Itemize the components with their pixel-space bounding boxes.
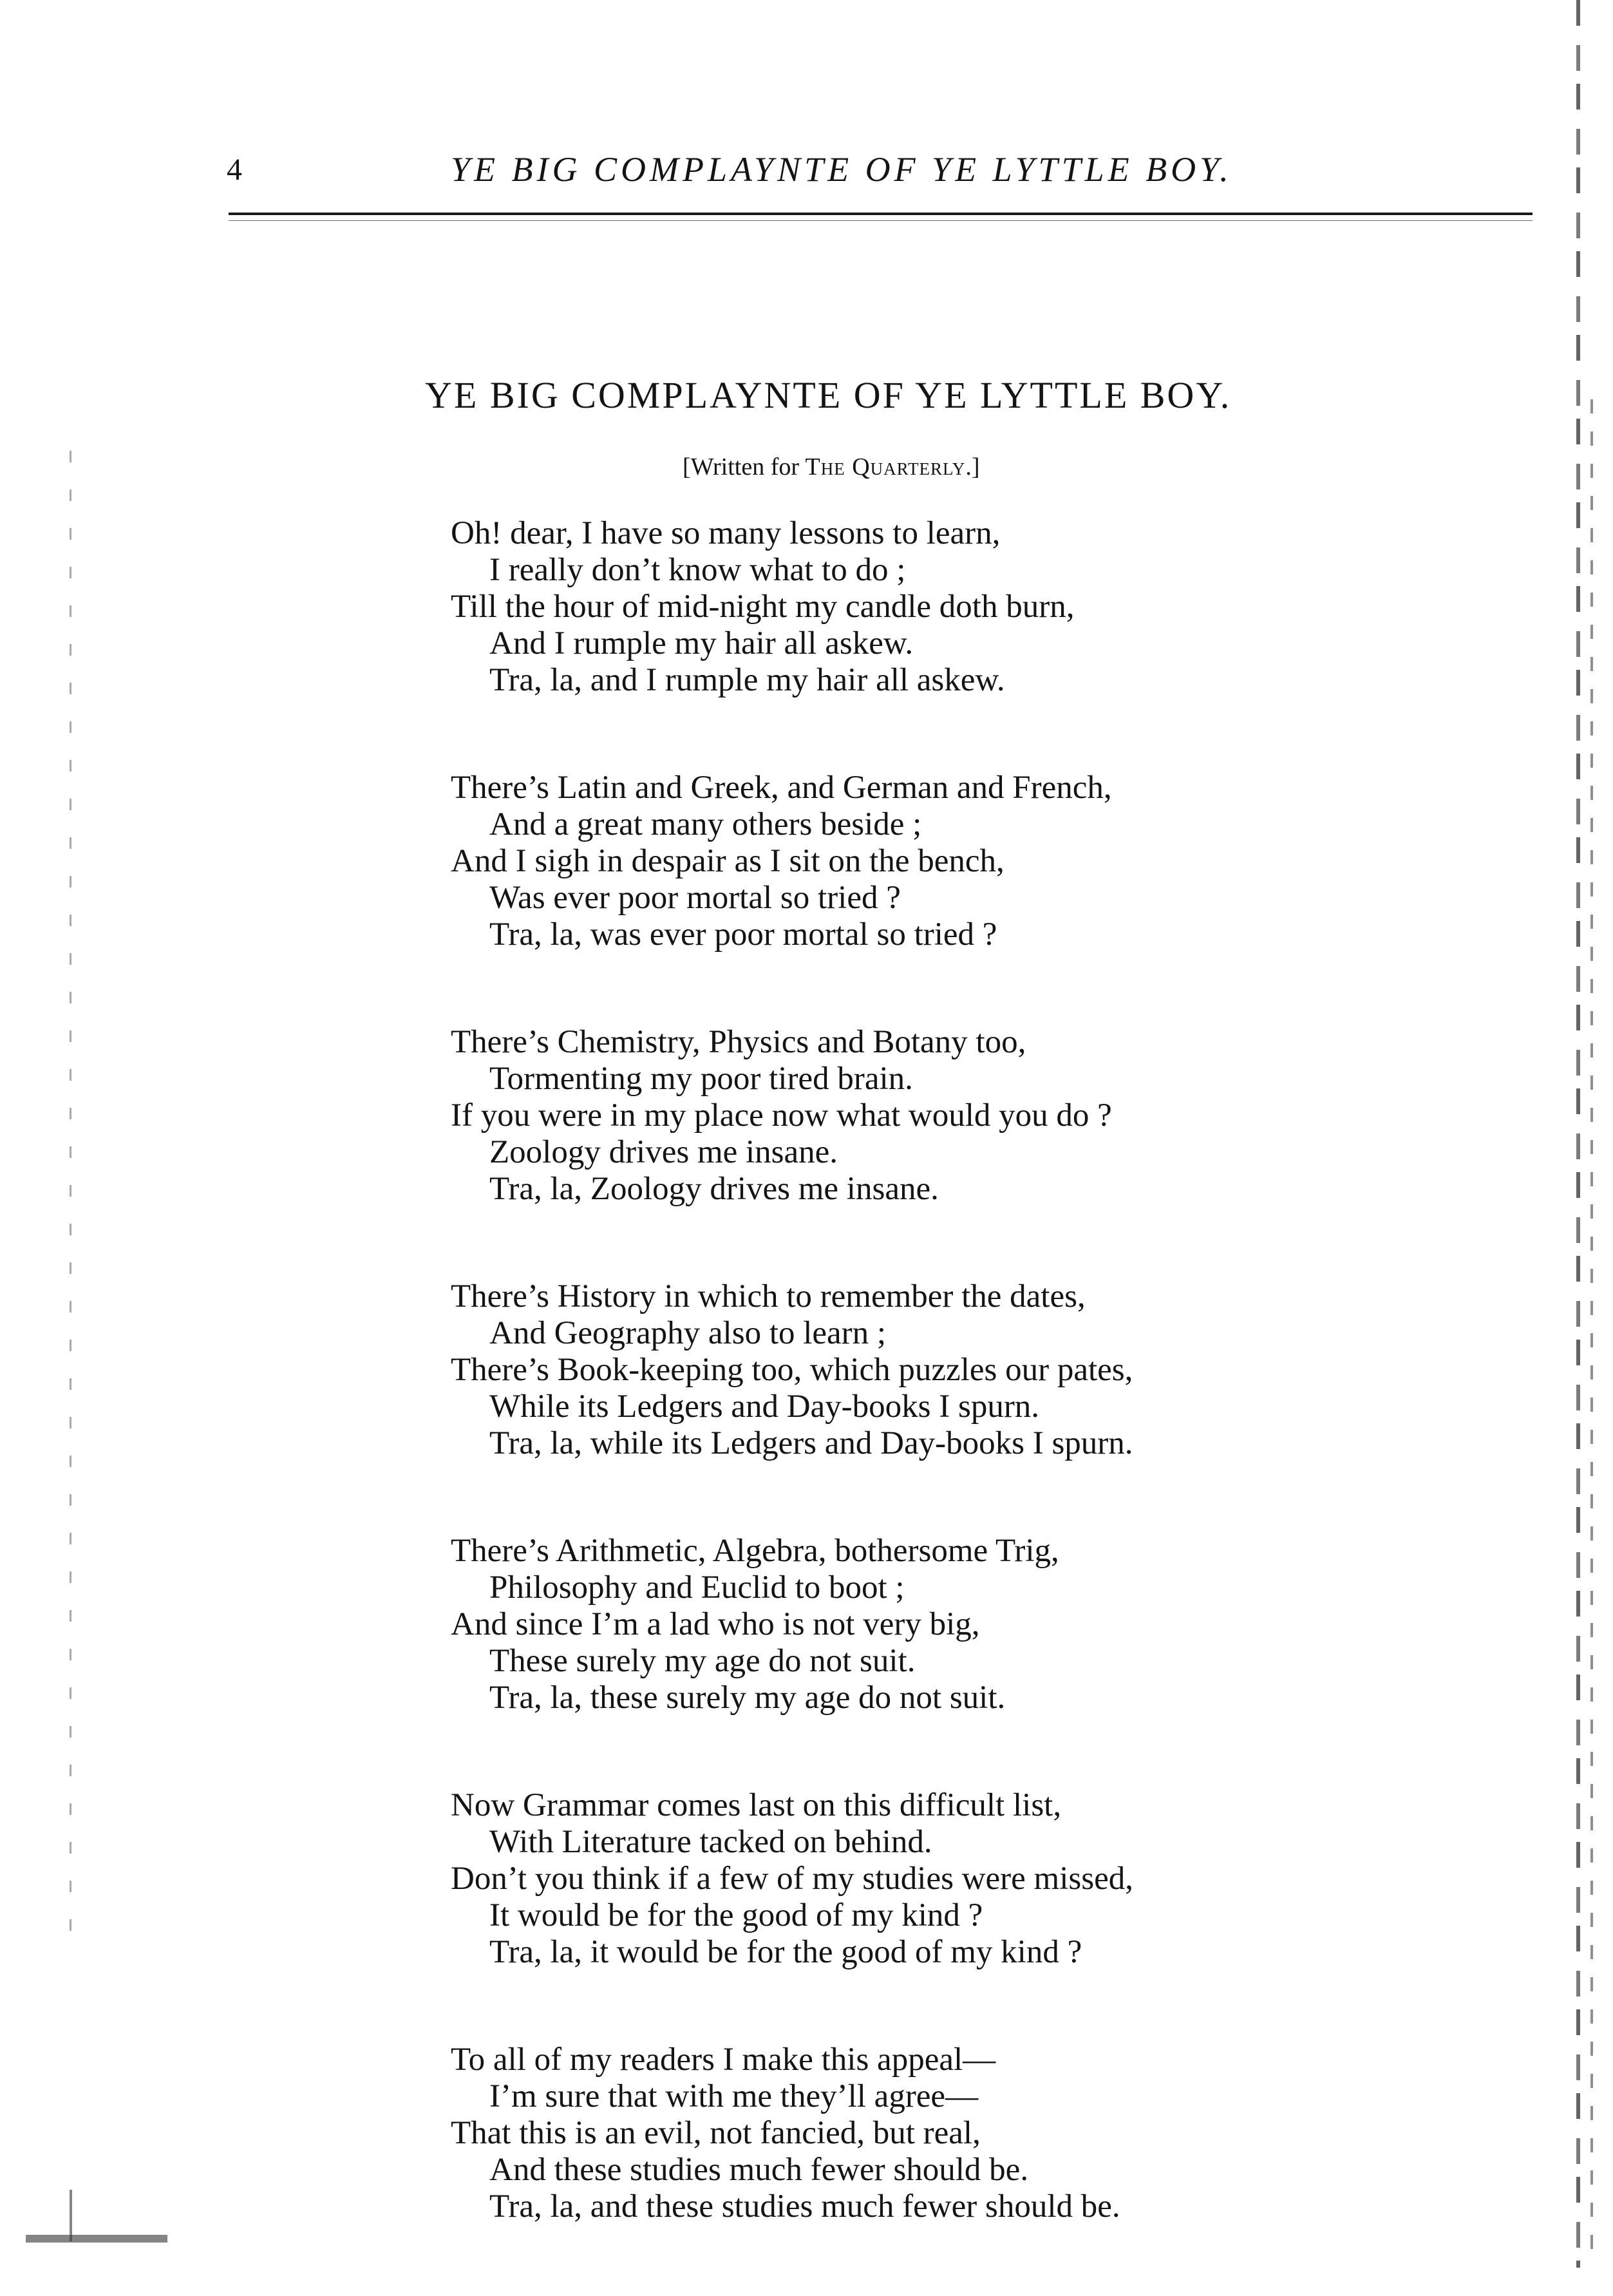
poem-line: There’s Latin and Greek, and German and French,: [451, 770, 1112, 806]
poem-line: With Literature tacked on behind.: [489, 1824, 932, 1860]
poem-line: That this is an evil, not fancied, but real,: [451, 2115, 981, 2151]
poem-line: And since I’m a lad who is not very big,: [451, 1606, 980, 1642]
poem-line: And Geography also to learn ;: [489, 1315, 887, 1351]
header-rule: [229, 213, 1533, 215]
subtitle-suffix: .]: [965, 453, 980, 480]
poem-line: Philosophy and Euclid to boot ;: [489, 1570, 905, 1606]
poem-line: While its Ledgers and Day-books I spurn.: [489, 1389, 1040, 1425]
stanza-2: [451, 770, 1352, 953]
subtitle-prefix: [Written for: [683, 453, 806, 480]
subtitle-source: The Quarterly: [805, 453, 966, 480]
poem-line: And a great many others beside ;: [489, 806, 922, 842]
poem-refrain: Tra, la, and these studies much fewer should be.: [489, 2188, 1120, 2225]
poem-subtitle: [683, 451, 1133, 483]
scan-corner-post: [70, 2190, 72, 2241]
poem-line: There’s History in which to remember the dates,: [451, 1278, 1086, 1314]
stanza-6: [451, 1787, 1352, 1971]
scan-edge-left: [70, 451, 71, 1932]
poem-title: YE BIG COMPLAYNTE OF YE LYTTLE BOY.: [425, 374, 1232, 416]
poem-line: Till the hour of mid-night my candle doth burn,: [451, 589, 1075, 625]
poem-refrain: Tra, la, Zoology drives me insane.: [489, 1171, 939, 1207]
poem-refrain: Tra, la, and I rumple my hair all askew.: [489, 662, 1005, 698]
poem-line: And these studies much fewer should be.: [489, 2152, 1029, 2188]
poem-line: To all of my readers I make this appeal—: [451, 2042, 996, 2078]
page-number: 4: [227, 153, 242, 187]
poem-line: I’m sure that with me they’ll agree—: [489, 2078, 979, 2114]
scan-corner-mark: [26, 2235, 167, 2243]
scan-edge-right: [1576, 0, 1580, 2268]
poem-refrain: Tra, la, while its Ledgers and Day-books I spurn.: [489, 1425, 1133, 1461]
poem-line: Zoology drives me insane.: [489, 1134, 838, 1170]
header-rule-thin: [229, 220, 1533, 221]
poem-line: Don’t you think if a few of my studies were missed,: [451, 1861, 1133, 1897]
poem-refrain: Tra, la, it would be for the good of my kind ?: [489, 1934, 1082, 1970]
poem-line: There’s Book-keeping too, which puzzles our pates,: [451, 1352, 1133, 1388]
stanza-5: [451, 1533, 1352, 1716]
poem-line: I really don’t know what to do ;: [489, 552, 906, 588]
poem-line: It would be for the good of my kind ?: [489, 1897, 983, 1933]
stanza-1: [451, 515, 1352, 699]
poem-line: Oh! dear, I have so many lessons to learn,: [451, 515, 1001, 551]
poem-line: These surely my age do not suit.: [489, 1643, 916, 1679]
running-head: YE BIG COMPLAYNTE OF YE LYTTLE BOY.: [451, 150, 1232, 189]
poem-line: Tormenting my poor tired brain.: [489, 1061, 913, 1097]
poem-line: And I rumple my hair all askew.: [489, 625, 914, 661]
scan-edge-right-inner: [1590, 399, 1593, 2254]
poem-line: If you were in my place now what would you do ?: [451, 1097, 1112, 1134]
poem-refrain: Tra, la, was ever poor mortal so tried ?: [489, 916, 997, 953]
poem-line: There’s Chemistry, Physics and Botany too,: [451, 1024, 1026, 1060]
poem-line: Was ever poor mortal so tried ?: [489, 880, 901, 916]
poem-body: [451, 515, 1352, 2296]
poem-refrain: Tra, la, these surely my age do not suit.: [489, 1680, 1006, 1716]
poem-line: Now Grammar comes last on this difficult list,: [451, 1787, 1062, 1823]
poem-line: There’s Arithmetic, Algebra, bothersome Trig,: [451, 1533, 1059, 1569]
poem-line: And I sigh in despair as I sit on the bench,: [451, 843, 1005, 879]
stanza-3: [451, 1024, 1352, 1208]
stanza-4: [451, 1278, 1352, 1462]
stanza-7: [451, 2042, 1352, 2225]
